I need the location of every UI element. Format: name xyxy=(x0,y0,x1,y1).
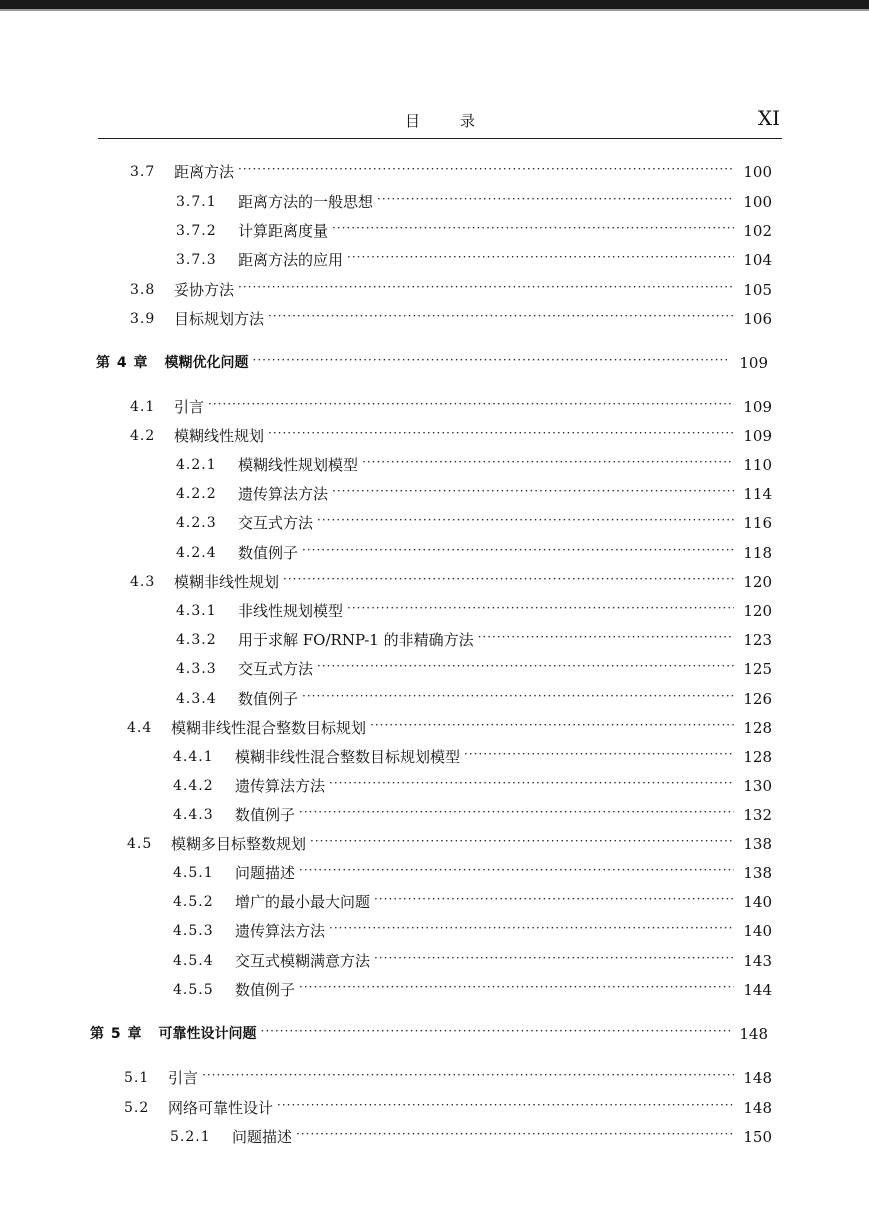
toc-entry-page: 126 xyxy=(743,690,772,708)
toc-entry-title: 问题描述 xyxy=(232,1128,293,1146)
toc-leader-dots xyxy=(238,159,734,179)
toc-entry-page: 140 xyxy=(743,922,772,940)
toc-leader-dots xyxy=(374,889,734,909)
page-number-roman: XI xyxy=(757,106,780,130)
toc-entry xyxy=(176,511,772,533)
toc-entry xyxy=(173,978,772,1000)
toc-entry-title: 遗传算法方法 xyxy=(235,777,326,795)
toc-entry-page: 128 xyxy=(743,748,772,766)
toc-entry xyxy=(176,482,772,504)
toc-entry-page: 128 xyxy=(743,719,772,737)
toc-leader-dots xyxy=(478,627,734,647)
toc-entry-page: 109 xyxy=(743,398,772,416)
toc-entry-number: 4.4.3 xyxy=(173,807,214,823)
toc-entry-title: 数值例子 xyxy=(238,544,299,562)
toc-entry-title: 距离方法 xyxy=(174,163,235,181)
toc-entry-title: 增广的最小最大问题 xyxy=(235,893,371,911)
toc-entry-title: 引言 xyxy=(174,398,205,416)
toc-leader-dots xyxy=(202,1065,734,1085)
toc-entry xyxy=(173,919,772,941)
toc-entry-page: 132 xyxy=(743,806,772,824)
toc-entry xyxy=(127,716,772,738)
toc-entry xyxy=(176,219,772,241)
toc-entry-number: 第 4 章 xyxy=(96,355,149,371)
toc-leader-dots xyxy=(464,744,734,764)
toc-entry xyxy=(130,570,772,592)
toc-entry-number: 4.5.2 xyxy=(173,894,214,910)
toc-entry xyxy=(130,307,772,329)
toc-entry-page: 138 xyxy=(743,864,772,882)
toc-entry xyxy=(124,1096,772,1118)
toc-leader-dots xyxy=(299,802,734,822)
toc-entry-title: 模糊非线性混合整数目标规划模型 xyxy=(235,748,461,766)
toc-entry xyxy=(130,278,772,300)
toc-entry-title: 交互式模糊满意方法 xyxy=(235,952,371,970)
toc-entry xyxy=(176,248,772,270)
toc-leader-dots xyxy=(302,686,734,706)
toc-entry-number: 4.4.2 xyxy=(173,778,214,794)
toc-entry-page: 144 xyxy=(743,981,772,999)
toc-entry-page: 138 xyxy=(743,835,772,853)
toc-entry-title: 遗传算法方法 xyxy=(235,922,326,940)
toc-entry xyxy=(130,424,772,446)
toc-entry xyxy=(90,1022,768,1044)
toc-entry-page: 104 xyxy=(743,251,772,269)
toc-entry-page: 114 xyxy=(743,485,772,503)
toc-entry-number: 4.2.3 xyxy=(176,515,217,531)
toc-entry-number: 3.9 xyxy=(130,311,156,327)
toc-entry-number: 4.2.4 xyxy=(176,545,217,561)
toc-entry-title: 妥协方法 xyxy=(174,281,235,299)
toc-entry xyxy=(170,1125,772,1147)
toc-leader-dots xyxy=(317,656,734,676)
toc-entry-page: 109 xyxy=(739,354,768,372)
toc-entry-title: 问题描述 xyxy=(235,864,296,882)
toc-leader-dots xyxy=(362,452,734,472)
toc-entry xyxy=(96,351,768,373)
toc-leader-dots xyxy=(283,569,734,589)
toc-leader-dots xyxy=(261,1021,731,1041)
toc-leader-dots xyxy=(377,189,734,209)
toc-entry xyxy=(127,832,772,854)
toc-entry-number: 4.3 xyxy=(130,574,156,590)
toc-entry-page: 100 xyxy=(743,193,772,211)
toc-entry-title: 模糊非线性混合整数目标规划 xyxy=(171,719,367,737)
toc-entry-number: 4.5.3 xyxy=(173,923,214,939)
toc-entry-title: 可靠性设计问题 xyxy=(158,1026,257,1042)
toc-entry-page: 148 xyxy=(743,1069,772,1087)
toc-entry xyxy=(124,1066,772,1088)
toc-leader-dots xyxy=(253,350,731,370)
toc-entry-number: 4.5.5 xyxy=(173,982,214,998)
toc-entry-page: 143 xyxy=(743,952,772,970)
toc-entry-page: 100 xyxy=(743,163,772,181)
toc-entry xyxy=(173,745,772,767)
toc-entry-number: 5.1 xyxy=(124,1070,150,1086)
toc-entry-number: 4.3.2 xyxy=(176,632,217,648)
toc-entry-page: 120 xyxy=(743,602,772,620)
toc-entry-title: 目标规划方法 xyxy=(174,310,265,328)
toc-entry xyxy=(176,687,772,709)
toc-entry-number: 4.3.1 xyxy=(176,603,217,619)
toc-entry-number: 4.2.2 xyxy=(176,486,217,502)
toc-leader-dots xyxy=(299,860,734,880)
toc-entry-number: 3.7.3 xyxy=(176,252,217,268)
toc-entry-title: 引言 xyxy=(168,1069,199,1087)
toc-entry-page: 148 xyxy=(739,1025,768,1043)
toc-entry-title: 数值例子 xyxy=(235,806,296,824)
toc-entry-number: 5.2.1 xyxy=(170,1129,211,1145)
toc-entry-number: 4.2.1 xyxy=(176,457,217,473)
toc-entry-page: 123 xyxy=(743,631,772,649)
toc-entry-title: 数值例子 xyxy=(238,690,299,708)
toc-entry-page: 140 xyxy=(743,893,772,911)
toc-entry-number: 3.7.1 xyxy=(176,194,217,210)
toc-entry-number: 第 5 章 xyxy=(90,1026,143,1042)
toc-leader-dots xyxy=(268,306,734,326)
toc-entry-number: 4.5.1 xyxy=(173,865,214,881)
toc-entry-page: 105 xyxy=(743,281,772,299)
toc-entry-title: 计算距离度量 xyxy=(238,222,329,240)
toc-entry-title: 非线性规划模型 xyxy=(238,602,344,620)
toc-leader-dots xyxy=(208,394,734,414)
toc-entry xyxy=(130,160,772,182)
toc-entry-number: 3.7.2 xyxy=(176,223,217,239)
toc-entry xyxy=(173,861,772,883)
toc-leader-dots xyxy=(302,540,734,560)
toc-entry-title: 模糊多目标整数规划 xyxy=(171,835,307,853)
toc-entry xyxy=(176,628,772,650)
toc-leader-dots xyxy=(370,715,734,735)
toc-entry-number: 4.1 xyxy=(130,399,156,415)
toc-entry-page: 150 xyxy=(743,1128,772,1146)
toc-leader-dots xyxy=(347,598,734,618)
toc-entry-number: 4.5.4 xyxy=(173,953,214,969)
toc-leader-dots xyxy=(310,831,734,851)
toc-entry-title: 距离方法的一般思想 xyxy=(238,193,374,211)
toc-entry xyxy=(176,599,772,621)
toc-entry-page: 102 xyxy=(743,222,772,240)
toc-entry-page: 116 xyxy=(743,514,772,532)
toc-entry-number: 4.5 xyxy=(127,836,153,852)
toc-leader-dots xyxy=(238,277,734,297)
toc-entry-number: 4.4.1 xyxy=(173,749,214,765)
toc-entry xyxy=(130,395,772,417)
toc-leader-dots xyxy=(332,218,734,238)
toc-entry-number: 4.3.4 xyxy=(176,691,217,707)
toc-leader-dots xyxy=(268,423,734,443)
toc-entry-page: 110 xyxy=(743,456,772,474)
toc-entry xyxy=(173,803,772,825)
toc-entry xyxy=(173,774,772,796)
toc-leader-dots xyxy=(347,247,734,267)
toc-leader-dots xyxy=(296,1124,734,1144)
toc-entry xyxy=(176,657,772,679)
toc-entry-page: 118 xyxy=(743,544,772,562)
toc-entry xyxy=(173,949,772,971)
toc-entry-title: 交互式方法 xyxy=(238,514,314,532)
toc-leader-dots xyxy=(374,948,734,968)
toc-entry-title: 交互式方法 xyxy=(238,660,314,678)
toc-entry-number: 4.3.3 xyxy=(176,661,217,677)
toc-entry-page: 130 xyxy=(743,777,772,795)
toc-entry-title: 用于求解 FO/RNP-1 的非精确方法 xyxy=(238,631,474,649)
toc-entry-title: 数值例子 xyxy=(235,981,296,999)
toc-entry-title: 模糊线性规划模型 xyxy=(238,456,359,474)
toc-entry-number: 4.4 xyxy=(127,720,153,736)
toc-entry-page: 106 xyxy=(743,310,772,328)
toc-entry-number: 3.7 xyxy=(130,164,156,180)
page-header-title: 目录 xyxy=(404,112,515,130)
toc-leader-dots xyxy=(317,510,734,530)
toc-entry-title: 模糊优化问题 xyxy=(164,355,249,371)
toc-leader-dots xyxy=(299,977,734,997)
toc-entry-page: 120 xyxy=(743,573,772,591)
toc-leader-dots xyxy=(329,773,734,793)
toc-entry xyxy=(176,190,772,212)
toc-entry xyxy=(176,541,772,563)
toc-entry-title: 距离方法的应用 xyxy=(238,251,344,269)
toc-entry-page: 125 xyxy=(743,660,772,678)
toc-entry-number: 5.2 xyxy=(124,1100,150,1116)
toc-entry-title: 模糊非线性规划 xyxy=(174,573,280,591)
toc-entry-title: 遗传算法方法 xyxy=(238,485,329,503)
toc-entry-page: 148 xyxy=(743,1099,772,1117)
toc-leader-dots xyxy=(329,918,734,938)
toc-entry-number: 4.2 xyxy=(130,428,156,444)
toc-entry-title: 网络可靠性设计 xyxy=(168,1099,274,1117)
toc-entry-title: 模糊线性规划 xyxy=(174,427,265,445)
toc-entry-page: 109 xyxy=(743,427,772,445)
toc-entry xyxy=(176,453,772,475)
toc-leader-dots xyxy=(332,481,734,501)
toc-entry-number: 3.8 xyxy=(130,282,156,298)
toc-entry xyxy=(173,890,772,912)
toc-leader-dots xyxy=(277,1095,734,1115)
